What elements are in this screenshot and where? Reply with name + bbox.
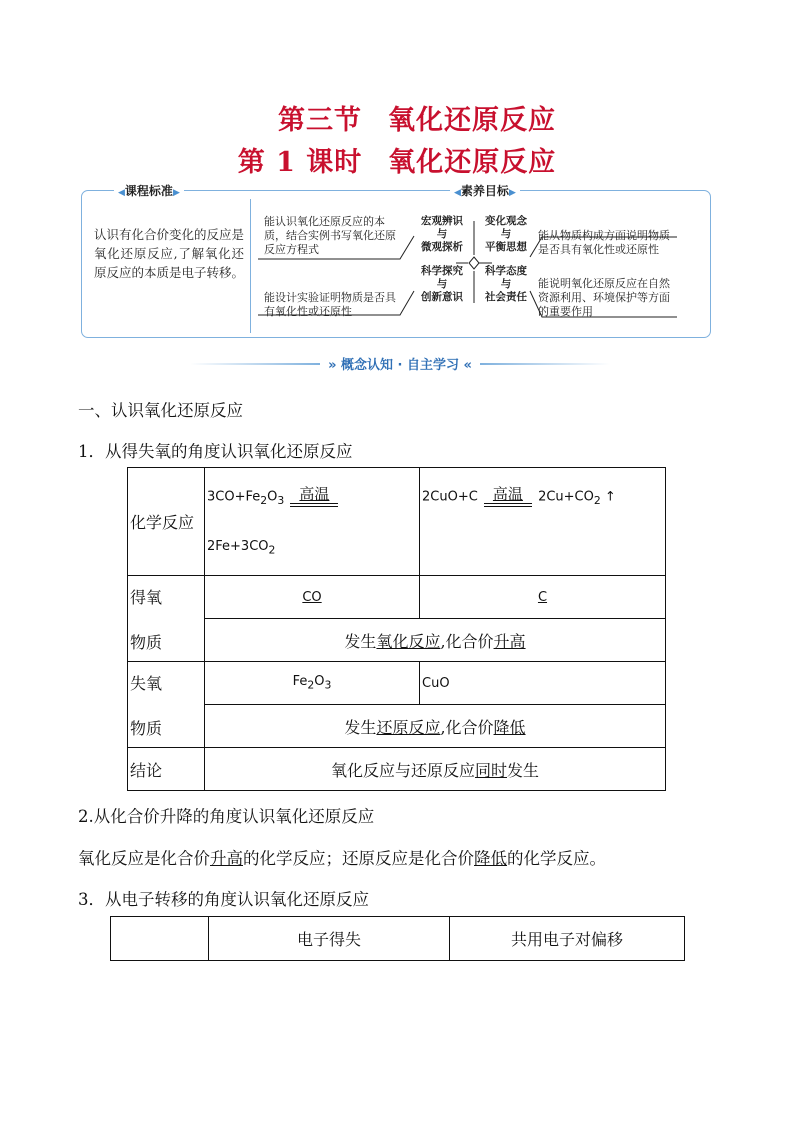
goal-bottom-right: 能说明氧化还原反应在自然资源利用、环境保护等方面的重要作用 <box>538 277 670 318</box>
goal-top-left: 能认识氧化还原反应的本质，结合实例书写氧化还原反应方程式 <box>264 215 396 256</box>
section-title <box>0 98 794 137</box>
valence-paragraph: 氧化反应是化合价升高的化学反应；还原反应是化合价降低的化学反应。 <box>78 849 606 868</box>
electron-table <box>110 916 685 961</box>
lesson-name: 氧化还原反应 <box>388 147 557 178</box>
literacy-macro-micro: 宏观辨识 与 微观探析 <box>421 215 463 253</box>
header-empty <box>111 917 209 961</box>
gain-oxygen-co: CO <box>205 576 420 619</box>
section-name: 氧化还原反应 <box>388 105 556 136</box>
row-label-conclusion: 结论 <box>128 748 205 791</box>
section-banner <box>190 357 610 371</box>
goal-top-right: 能从物质构成方面说明物质是否具有氧化性或还原性 <box>538 229 670 256</box>
conclusion-text: 氧化反应与还原反应同时发生 <box>205 748 666 791</box>
double-chevron-right-icon: » <box>328 358 337 373</box>
banner-text: » 概念认知 · 自主学习 « <box>328 358 472 373</box>
goal-bottom-left: 能设计实验证明物质是否具有氧化性或还原性 <box>264 291 396 318</box>
literacy-change-balance: 变化观念 与 平衡思想 <box>485 215 527 253</box>
equation-cuo-c: 2CuO+C 高温 $2Cu+CO_2$ ↑ <box>420 468 666 576</box>
heading-1: 一、认识氧化还原反应 <box>78 401 243 420</box>
heading-valence: 2.从化合价升降的角度认识氧化还原反应 <box>78 807 375 826</box>
lose-oxygen-cuo: CuO <box>420 662 666 705</box>
lesson-number: 第 1 课时 <box>237 147 363 178</box>
section-number: 第三节 <box>278 105 362 136</box>
gain-oxygen-c: C <box>420 576 666 619</box>
header-electron-transfer: 电子得失 <box>209 917 450 961</box>
standards-box <box>81 184 711 338</box>
equation-co-fe2o3: $3CO+Fe_2O_3$ 高温 $2Fe+3CO_2$ <box>205 468 420 576</box>
row-label-lose-oxygen: 失氧 物质 <box>128 662 205 748</box>
course-standard-tab: ◀课程标准▶ <box>114 182 184 199</box>
lose-oxygen-note: 发生还原反应,化合价降低 <box>205 705 666 748</box>
double-chevron-left-icon: « <box>463 358 472 373</box>
header-shared-pair-shift: 共用电子对偏移 <box>450 917 685 961</box>
condition-high-temp: 高温 <box>290 486 338 507</box>
oxygen-table <box>127 467 666 791</box>
row-label-gain-oxygen: 得氧 物质 <box>128 576 205 662</box>
course-standard-text: 认识有化合价变化的反应是氧化还原反应,了解氧化还原反应的本质是电子转移。 <box>94 227 245 280</box>
literacy-attitude-responsibility: 科学态度 与 社会责任 <box>485 265 527 303</box>
gain-oxygen-note: 发生氧化反应,化合价升高 <box>205 619 666 662</box>
lesson-title <box>0 140 794 179</box>
literacy-goal-tab: ◀素养目标▶ <box>450 182 520 199</box>
heading-electron: 3．从电子转移的角度认识氧化还原反应 <box>78 890 369 909</box>
condition-high-temp-2: 高温 <box>484 486 532 507</box>
heading-oxygen: 1．从得失氧的角度认识氧化还原反应 <box>78 442 353 461</box>
gas-arrow-icon: ↑ <box>604 489 616 505</box>
literacy-inquiry-innovation: 科学探究 与 创新意识 <box>421 265 463 303</box>
lose-oxygen-fe2o3: $Fe_2O_3$ <box>205 662 420 705</box>
row-label-reaction: 化学反应 <box>128 468 205 576</box>
